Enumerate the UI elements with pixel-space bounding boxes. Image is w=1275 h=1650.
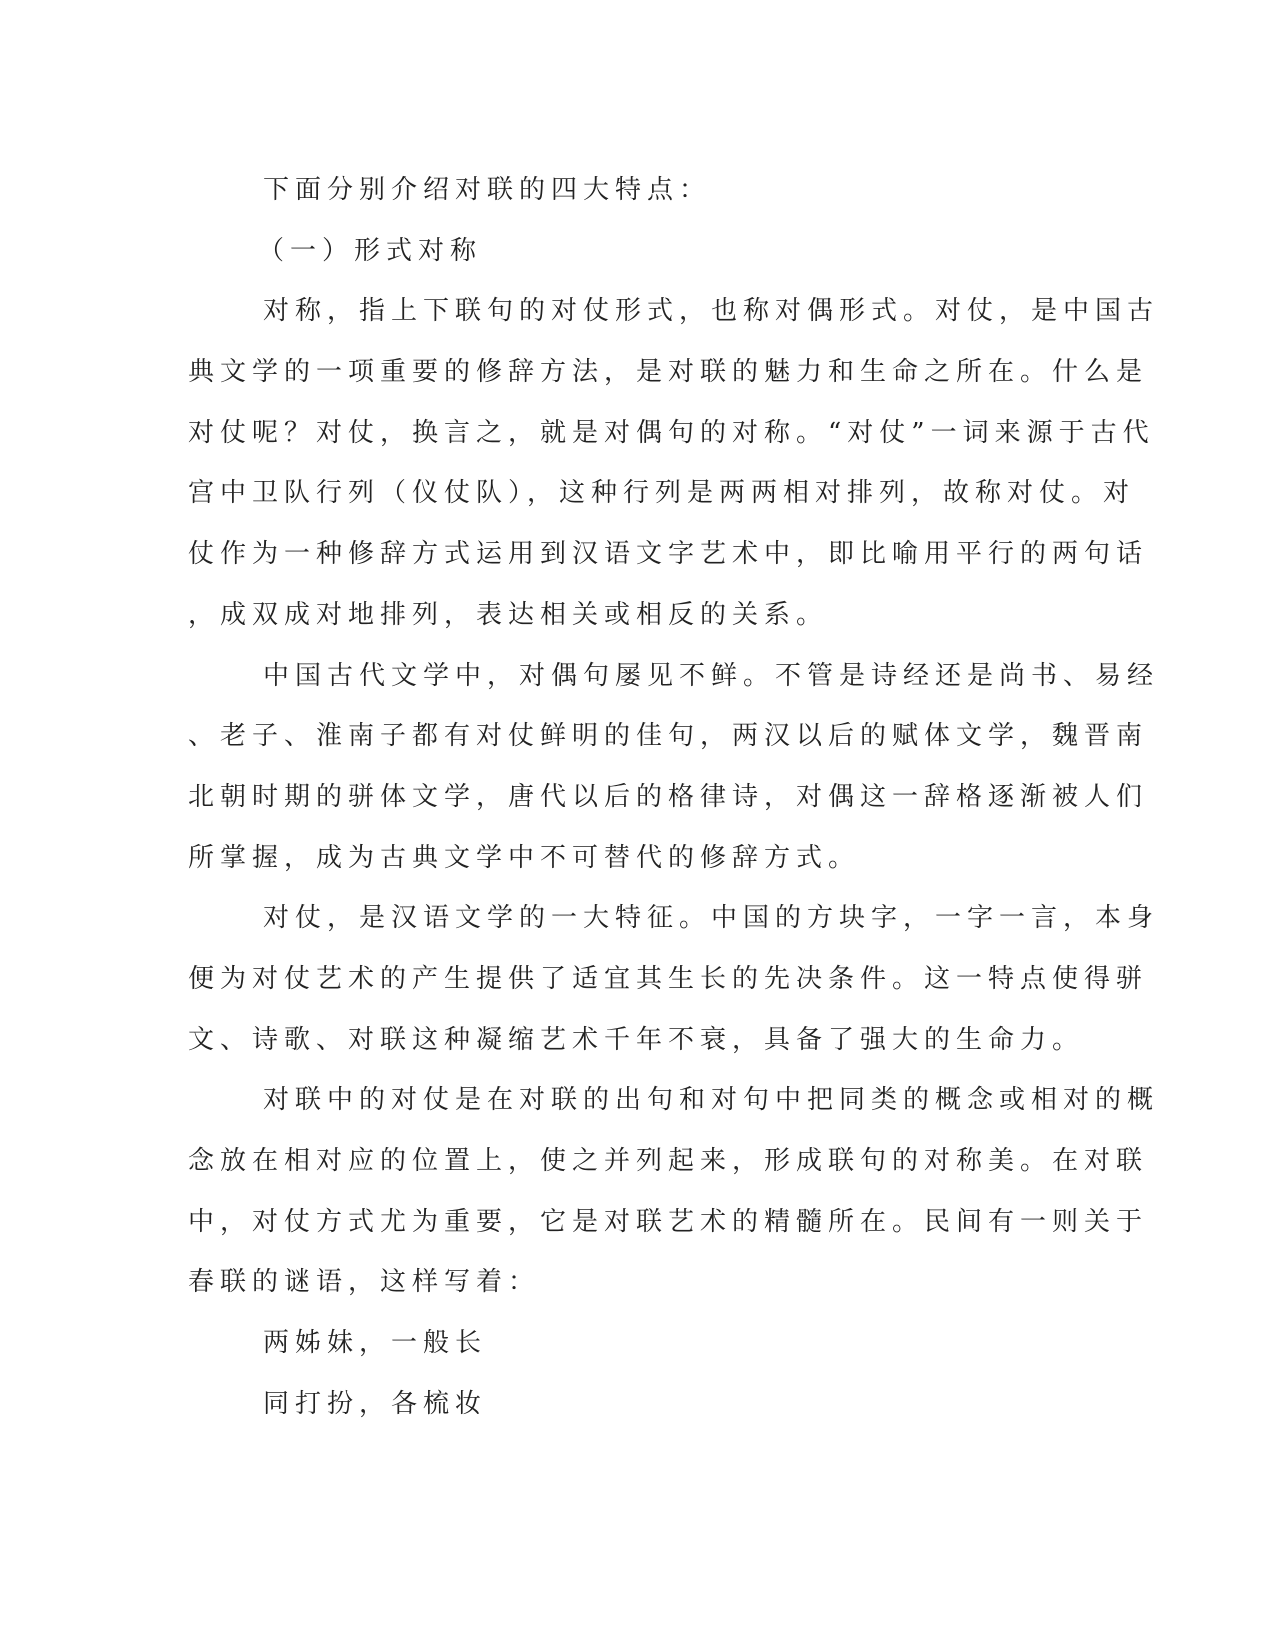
paragraph-1-line-6: ，成双成对地排列，表达相关或相反的关系。 [188, 599, 829, 630]
paragraph-4-line-3: 中，对仗方式尤为重要，它是对联艺术的精髓所在。民间有一则关于 [188, 1206, 1149, 1237]
paragraph-3-line-2: 便为对仗艺术的产生提供了适宜其生长的先决条件。这一特点使得骈 [188, 963, 1149, 994]
paragraph-3-line-3: 文、诗歌、对联这种凝缩艺术千年不衰，具备了强大的生命力。 [188, 1024, 1085, 1055]
document-body [188, 160, 1160, 1434]
paragraph-4-line-4: 春联的谜语，这样写着： [188, 1267, 541, 1298]
riddle-line-1: 两姊妹，一般长 [263, 1328, 488, 1359]
paragraph-1-line-4: 宫中卫队行列（仪仗队），这种行列是两两相对排列，故称对仗。对 [188, 478, 1136, 509]
paragraph-4-line-2: 念放在相对应的位置上，使之并列起来，形成联句的对称美。在对联 [188, 1146, 1149, 1176]
paragraph-2-line-2: 、老子、淮南子都有对仗鲜明的佳句，两汉以后的赋体文学，魏晋南 [188, 721, 1149, 752]
intro-line: 下面分别介绍对联的四大特点： [263, 175, 712, 205]
riddle-line-2: 同打扮，各梳妆 [263, 1388, 488, 1419]
paragraph-1-line-2: 典文学的一项重要的修辞方法，是对联的魅力和生命之所在。什么是 [188, 357, 1149, 388]
paragraph-1-line-5: 仗作为一种修辞方式运用到汉语文字艺术中，即比喻用平行的两句话 [188, 539, 1149, 570]
paragraph-4-line-1: 对联中的对仗是在对联的出句和对句中把同类的概念或相对的概 [263, 1085, 1160, 1116]
paragraph-2-line-3: 北朝时期的骈体文学，唐代以后的格律诗，对偶这一辞格逐渐被人们 [188, 781, 1149, 812]
paragraph-2-line-4: 所掌握，成为古典文学中不可替代的修辞方式。 [188, 842, 861, 873]
paragraph-3-line-1: 对仗，是汉语文学的一大特征。中国的方块字，一字一言，本身 [263, 903, 1160, 934]
paragraph-2-line-1: 中国古代文学中，对偶句屡见不鲜。不管是诗经还是尚书、易经 [263, 660, 1160, 691]
paragraph-1-line-3: 对仗呢？对仗，换言之，就是对偶句的对称。“对仗”一词来源于古代 [188, 417, 1155, 448]
section-heading: （一）形式对称 [258, 235, 483, 266]
paragraph-1-line-1: 对称，指上下联句的对仗形式，也称对偶形式。对仗，是中国古 [263, 296, 1160, 327]
